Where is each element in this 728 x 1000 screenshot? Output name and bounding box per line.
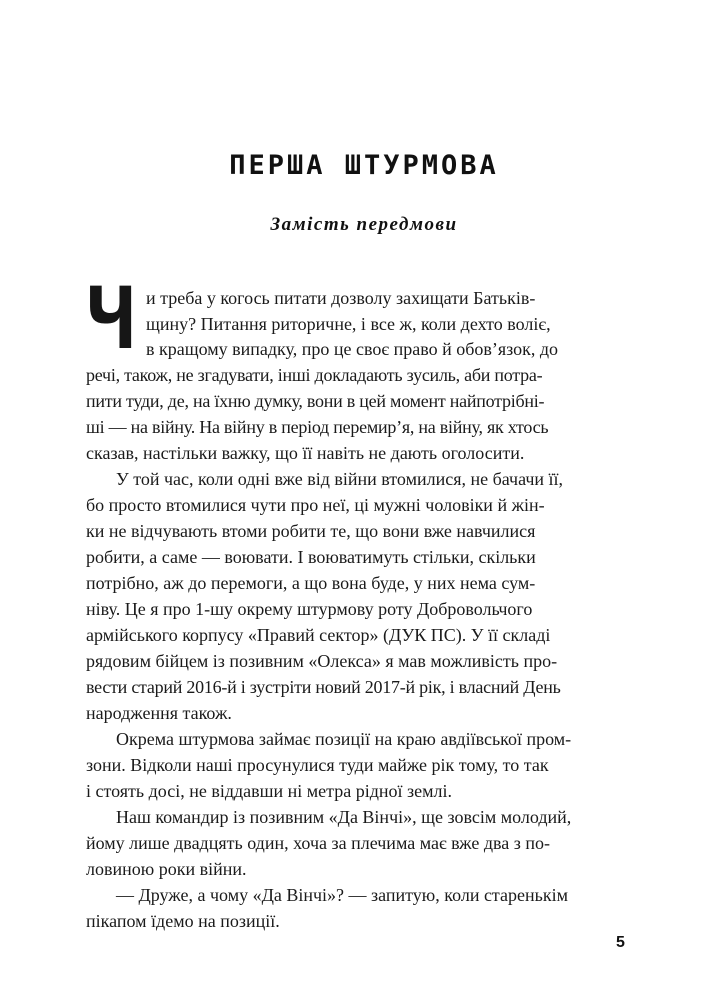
text-line: Наш командир із позивним «Да Вінчі», ще зовсім молодий, [116,807,572,827]
text-line: пити туди, де, на їхню думку, вони в цей момент найпотрібні- [86,391,545,411]
text-line: и треба у когось питати дозволу захищати Батьків- [146,288,536,308]
chapter-title: ПЕРША ШТУРМОВА [229,150,499,181]
text-line: і стоять досі, не віддавши ні метра рідної землі. [86,781,453,801]
text-line: речі, також, не згадувати, інші докладають зусиль, аби потра- [86,365,543,385]
chapter-subtitle: Замість передмови [270,214,458,235]
text-line: бо просто втомилися чути про неї, ці мужні чоловіки й жін- [86,495,545,515]
text-line: зони. Відколи наші просунулися туди майже рік тому, то так [86,755,549,775]
text-line: армійського корпусу «Правий сектор» (ДУК ПС). У її складі [86,625,551,645]
text-line: ловиною роки війни. [86,859,247,879]
page-number: 5 [616,934,625,951]
text-line: ки не відчувають втоми робити те, що вони вже навчилися [86,521,536,541]
text-line: щину? Питання риторичне, і все ж, коли дехто воліє, [146,314,551,334]
text-line: Окрема штурмова займає позиції на краю авдіївської пром- [116,729,572,749]
text-line: пікапом їдемо на позиції. [86,911,280,931]
drop-cap: Ч [86,273,136,368]
text-line: ніву. Це я про 1-шу окрему штурмову роту Добровольчого [86,599,533,619]
text-line: ші — на війну. На війну в період перемир’я, на війну, як хтось [86,417,549,437]
text-line: У той час, коли одні вже від війни втомилися, не бачачи її, [116,469,564,489]
text-line: потрібно, аж до перемоги, а що вона буде, у них нема сум- [86,573,536,593]
text-line: робити, а саме — воювати. І воюватимуть стільки, скільки [86,547,536,567]
text-line: — Друже, а чому «Да Вінчі»? — запитую, коли старенькім [116,885,568,905]
text-line: рядовим бійцем із позивним «Олекса» я мав можливість про- [86,651,558,671]
text-line: народження також. [86,703,232,723]
text-line: сказав, настільки важку, що її навіть не дають оголосити. [86,443,525,463]
text-line: йому лише двадцять один, хоча за плечима має вже два з по- [86,833,550,853]
text-line: в кращому випадку, про це своє право й обов’язок, до [146,339,559,359]
text-line: вести старий 2016-й і зустріти новий 2017-й рік, і власний День [86,677,561,697]
